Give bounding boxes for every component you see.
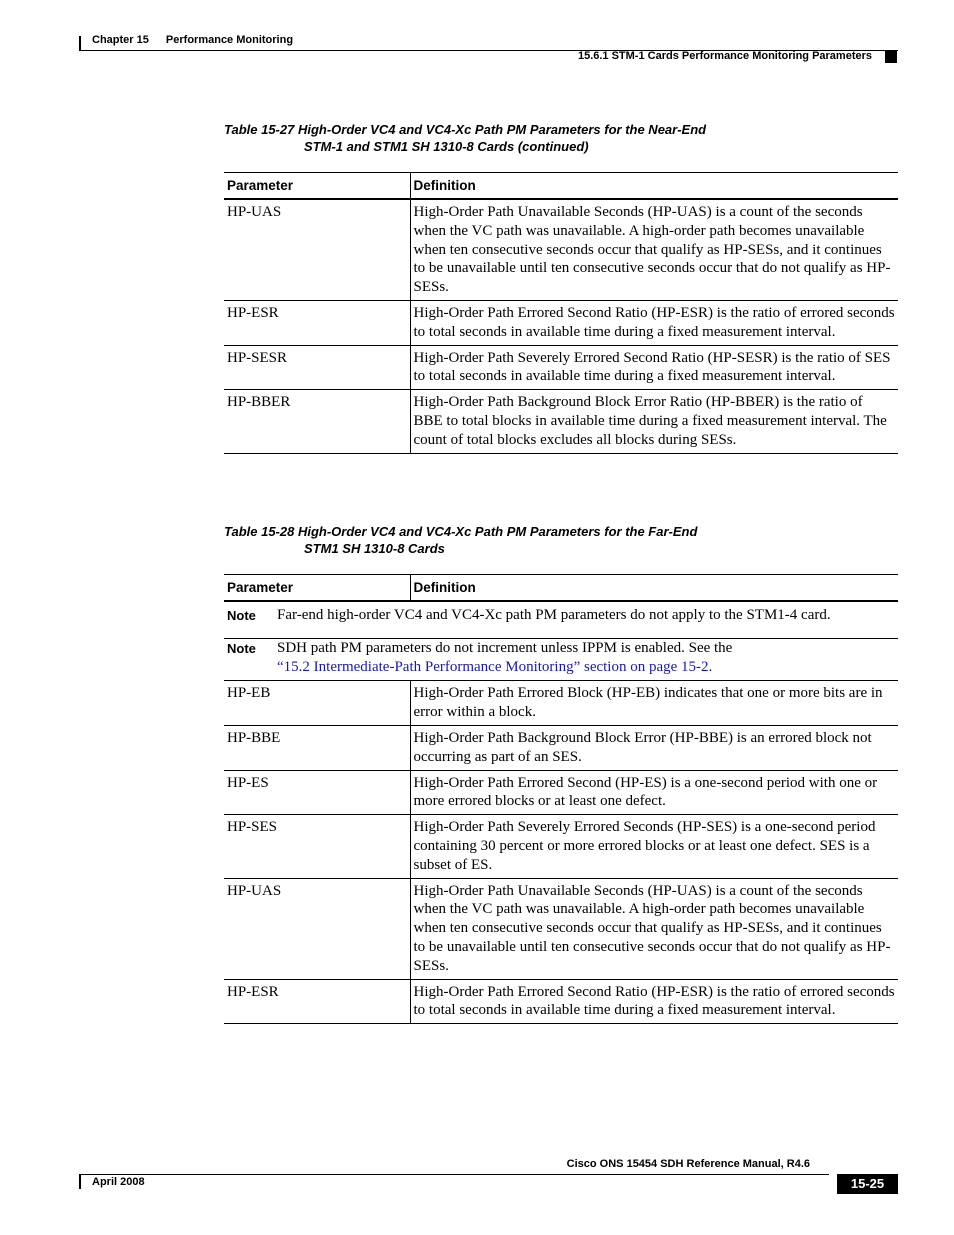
cross-reference-link[interactable]: “15.2 Intermediate-Path Performance Monitoring” section on page 15-2. [277, 658, 713, 675]
table1-caption-line1: Table 15-27 High-Order VC4 and VC4-Xc Path PM Parameters for the Near-End [224, 122, 707, 137]
table2-caption-line2: STM1 SH 1310-8 Cards [304, 541, 445, 556]
parameter-cell: HP-EB [224, 681, 410, 726]
parameter-cell: HP-ESR [224, 979, 410, 1024]
parameter-cell: HP-UAS [224, 199, 410, 300]
table-row [224, 878, 898, 979]
definition-cell: High-Order Path Background Block Error (HP-BBE) is an errored block not occurring as part of an SES. [410, 725, 898, 770]
definition-cell: High-Order Path Errored Second (HP-ES) is a one-second period with one or more errored blocks or at least one defect. [410, 770, 898, 815]
column-header-definition: Definition [410, 173, 898, 200]
table-header-row [224, 173, 898, 200]
footer-rule [79, 1174, 829, 1175]
table1-caption-line2: STM-1 and STM1 SH 1310-8 Cards (continued) [304, 139, 589, 154]
table1-caption [224, 121, 706, 155]
parameter-cell: HP-BBER [224, 390, 410, 453]
note-row [224, 601, 898, 638]
definition-cell: High-Order Path Severely Errored Seconds (HP-SES) is a one-second period containing 30 percent or more errored blocks or at least one defect. SES is a subset of ES. [410, 815, 898, 878]
table-row [224, 300, 898, 345]
page-number: 15-25 [837, 1174, 898, 1194]
note-label: Note [227, 640, 256, 656]
table-row [224, 345, 898, 390]
table-header-row [224, 575, 898, 602]
table-near-end [224, 172, 898, 454]
parameter-cell: HP-SES [224, 815, 410, 878]
definition-cell: High-Order Path Unavailable Seconds (HP-UAS) is a count of the seconds when the VC path was unavailable. A high-order path becomes unavailable when ten consecutive seconds occur that qualify as HP-SESs, and it continues to be unavailable until ten consecutive seconds occur that do not qualify as HP-SESs. [410, 878, 898, 979]
definition-cell: High-Order Path Errored Block (HP-EB) indicates that one or more bits are in error within a block. [410, 681, 898, 726]
note-body [227, 639, 895, 677]
table-row [224, 390, 898, 453]
note-text: SDH path PM parameters do not increment unless IPPM is enabled. See the [277, 639, 733, 656]
footer-left-bar [79, 1174, 81, 1189]
table-row [224, 770, 898, 815]
chapter-title: Performance Monitoring [165, 34, 294, 46]
note-label: Note [227, 608, 256, 623]
definition-cell: High-Order Path Background Block Error Ratio (HP-BBER) is the ratio of BBE to total blocks in available time during a fixed measurement interval. The count of total blocks excludes all blocks during SESs. [410, 390, 898, 453]
table-row [224, 725, 898, 770]
running-header-section: 15.6.1 STM-1 Cards Performance Monitoring Parameters [577, 50, 872, 62]
table-row [224, 681, 898, 726]
table2-caption [224, 523, 697, 557]
table-row [224, 815, 898, 878]
parameter-cell: HP-SESR [224, 345, 410, 390]
table-row [224, 199, 898, 300]
footer-date: April 2008 [92, 1176, 145, 1188]
table-row [224, 979, 898, 1024]
parameter-cell: HP-BBE [224, 725, 410, 770]
column-header-definition: Definition [410, 575, 898, 602]
footer-manual-title: Cisco ONS 15454 SDH Reference Manual, R4.6 [566, 1158, 810, 1170]
definition-cell: High-Order Path Errored Second Ratio (HP-ESR) is the ratio of errored seconds to total seconds in available time during a fixed measurement interval. [410, 979, 898, 1024]
running-header-chapter [92, 34, 293, 46]
parameter-cell: HP-ES [224, 770, 410, 815]
note-text: Far-end high-order VC4 and VC4-Xc path PM parameters do not apply to the STM1-4 card. [277, 607, 831, 623]
definition-cell: High-Order Path Unavailable Seconds (HP-UAS) is a count of the seconds when the VC path was unavailable. A high-order path becomes unavailable when ten consecutive seconds occur that qualify as HP-SESs, and it continues to be unavailable until ten consecutive seconds occur that do not qualify as HP-SESs. [410, 199, 898, 300]
column-header-parameter: Parameter [224, 173, 410, 200]
note-row [224, 638, 898, 681]
header-marker [885, 51, 897, 63]
definition-cell: High-Order Path Errored Second Ratio (HP-ESR) is the ratio of errored seconds to total seconds in available time during a fixed measurement interval. [410, 300, 898, 345]
parameter-cell: HP-ESR [224, 300, 410, 345]
table2-caption-line1: Table 15-28 High-Order VC4 and VC4-Xc Path PM Parameters for the Far-End [224, 524, 698, 539]
chapter-label: Chapter 15 [92, 34, 149, 46]
parameter-cell: HP-UAS [224, 878, 410, 979]
column-header-parameter: Parameter [224, 575, 410, 602]
header-left-bar [79, 36, 81, 51]
definition-cell: High-Order Path Severely Errored Second Ratio (HP-SESR) is the ratio of SES to total seconds in available time during a fixed measurement interval. [410, 345, 898, 390]
table-far-end [224, 574, 898, 1024]
